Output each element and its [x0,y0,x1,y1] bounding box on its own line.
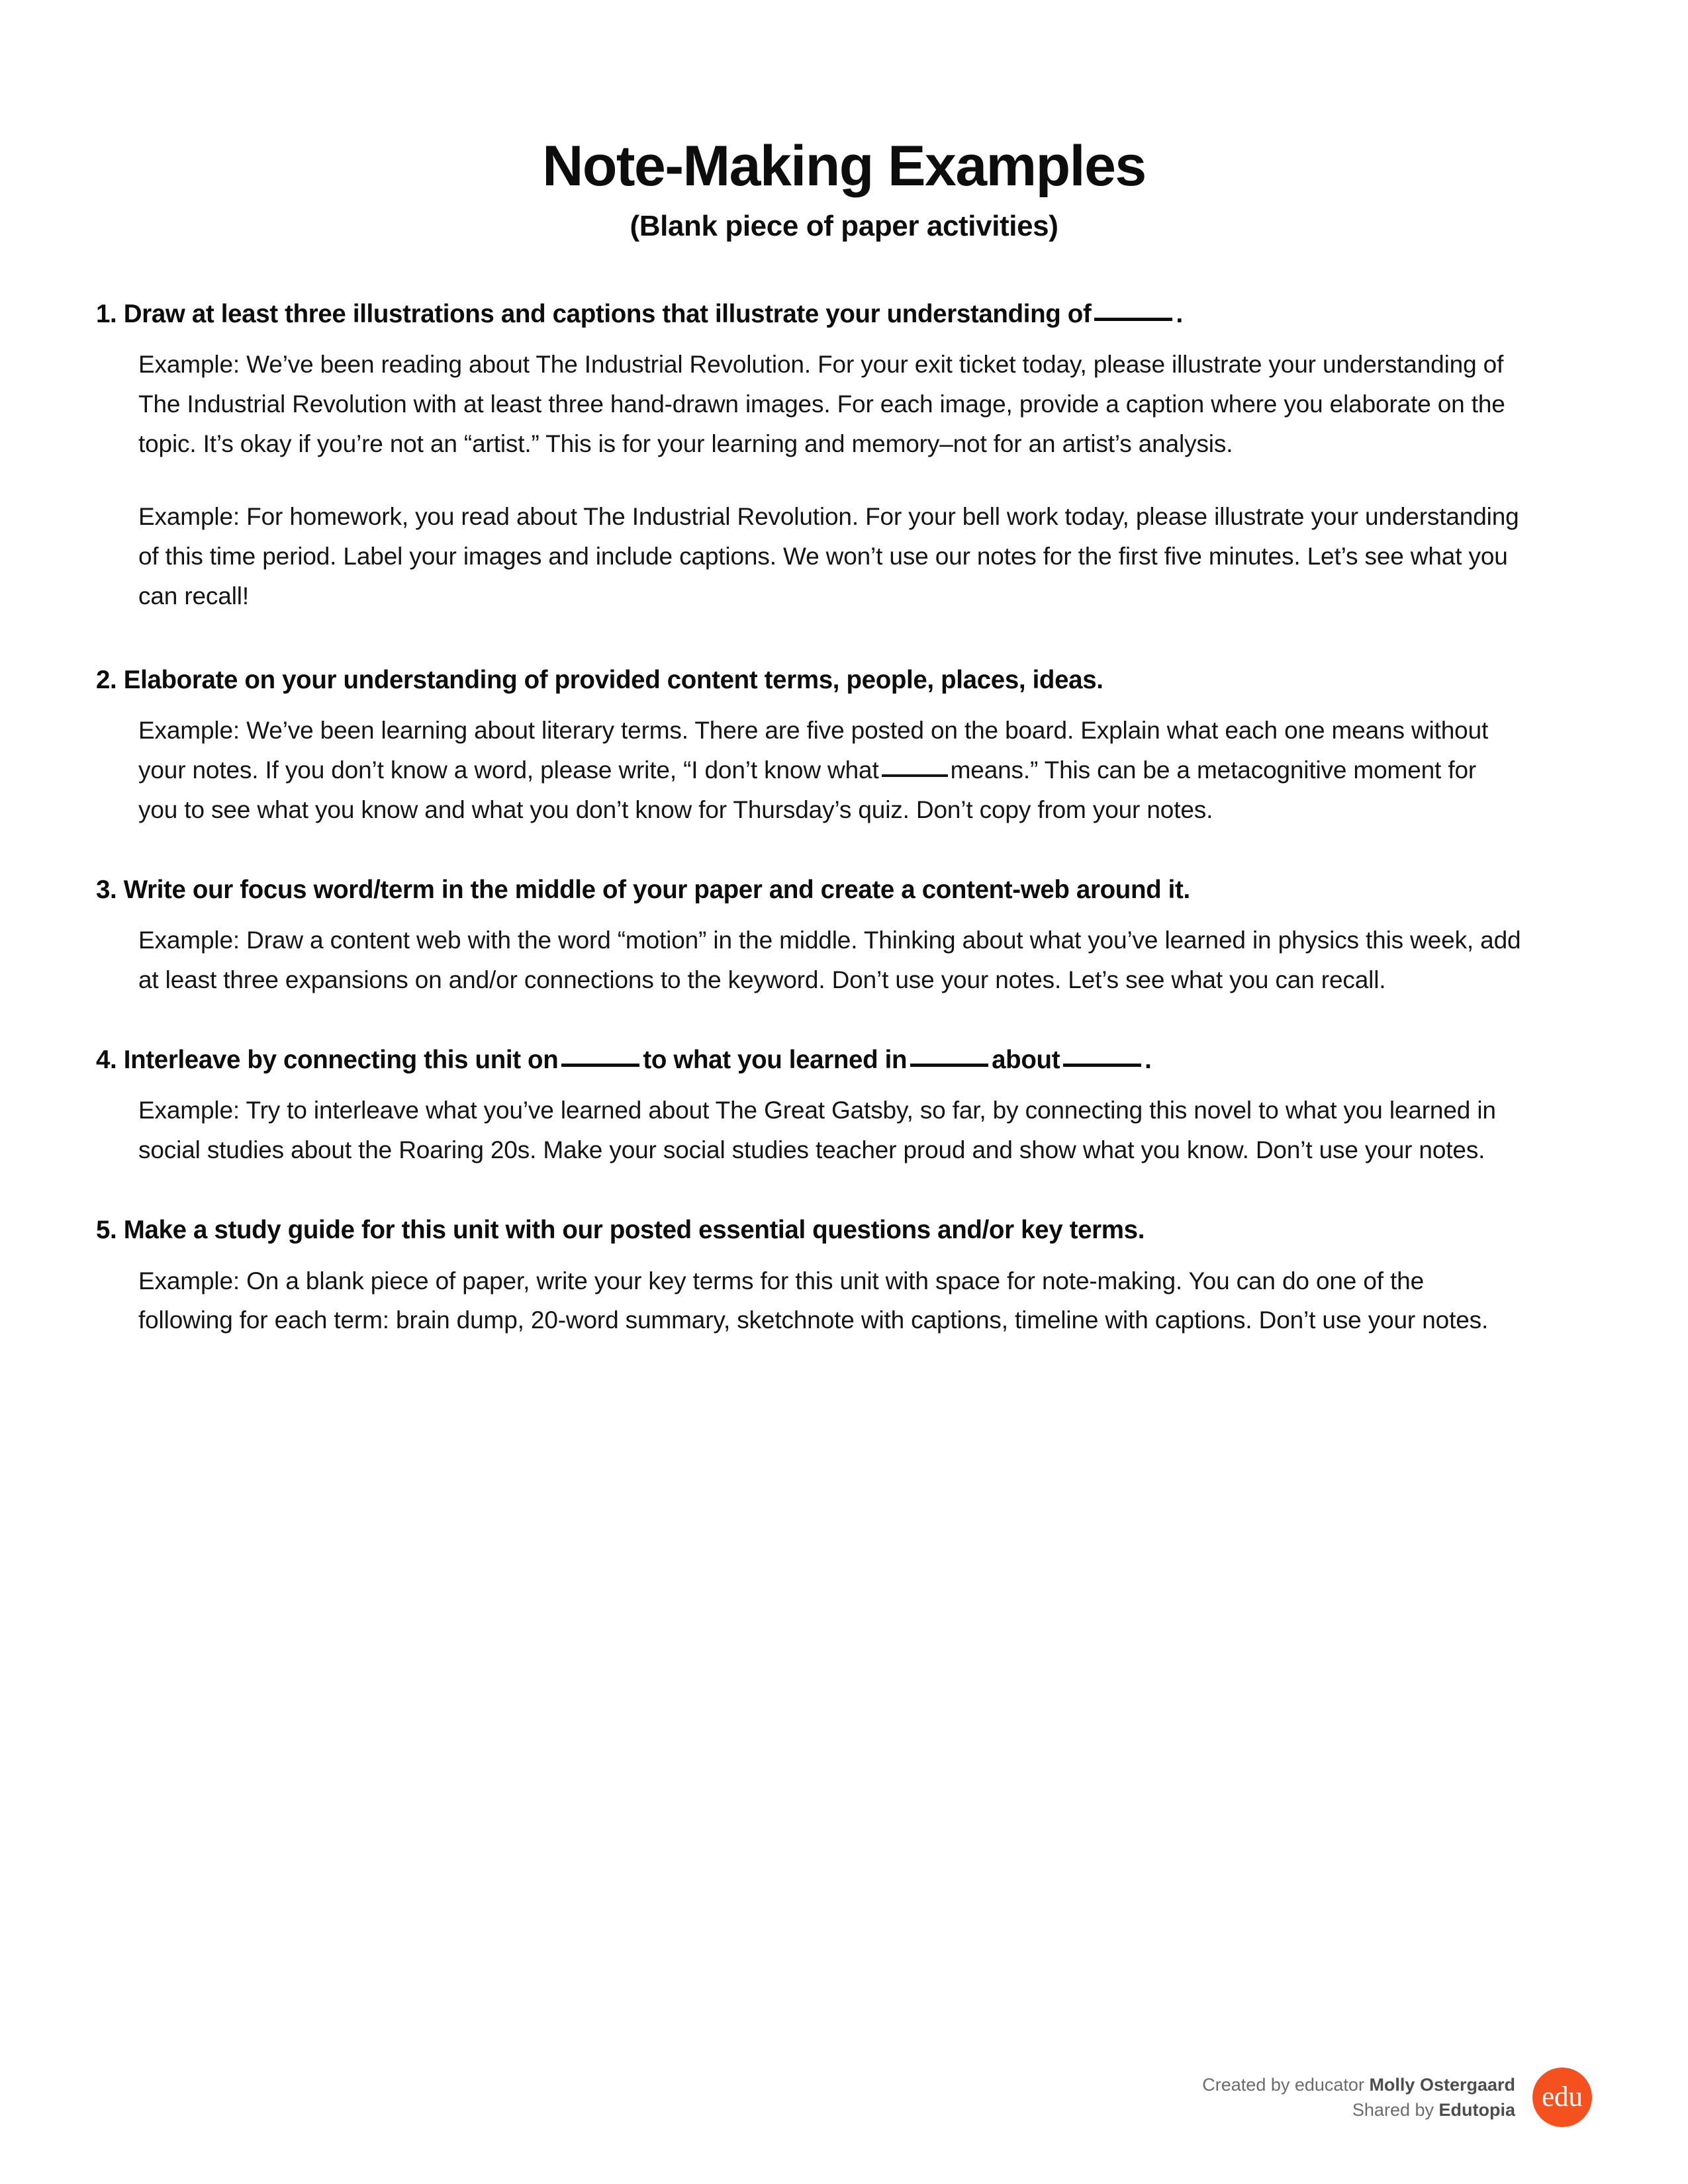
section-3-example-1: Example: Draw a content web with the word “motion” in the middle. Thinking about what you’ve learned in physics this week, add at least three expansions on and/or connections to the keyword. Don’t use your notes. Let’s see what you can recall. [138,927,1521,994]
edutopia-logo-label: edu [1541,2081,1583,2113]
footer-text-block [1202,2072,1515,2123]
section-4-heading-part1: Interleave by connecting this unit on [123,1046,559,1075]
fill-blank [561,1063,639,1067]
footer-creator-name: Molly Ostergaard [1369,2074,1515,2095]
section-2-example-part1: Example: We’ve been learning about literary terms. There are five posted on the board. Explain what each one means without your notes. If you don’t know a word, please write, “I don’t know what [138,717,1489,784]
section-1-example-1: Example: We’ve been reading about The Industrial Revolution. For your exit ticket today, please illustrate your understanding of The Industrial Revolution with at least three hand-drawn images. For each image, provide a caption where you elaborate on the topic. It’s okay if you’re not an “artist.” This is for your learning and memory–not for an artist’s analysis. [138,351,1505,458]
footer-shared-prefix: Shared by [1352,2100,1439,2120]
fill-blank [910,1063,988,1067]
footer-sharer-name: Edutopia [1438,2100,1515,2120]
section-3-heading-text: Write our focus word/term in the middle of your paper and create a content-web around it. [123,875,1190,904]
section-1-example-2: Example: For homework, you read about The Industrial Revolution. For your bell work today, please illustrate your understanding of this time period. Label your images and include captions. We won’t use our notes for the first five minutes. Let’s see what you can recall! [138,503,1519,610]
section-4-heading-part2: to what you learned in [643,1046,908,1075]
section-3 [96,874,1592,1000]
section-1-heading [96,298,1592,330]
page-title: Note-Making Examples [542,134,1146,198]
fill-blank [1063,1063,1141,1067]
section-2 [96,664,1592,830]
section-1-heading-end: . [1176,300,1183,328]
section-2-example-1 [96,711,1522,830]
page-subtitle: (Blank piece of paper activities) [630,210,1058,242]
section-4-number: 4. [96,1046,117,1075]
edutopia-logo-icon [1532,2068,1592,2127]
section-3-number: 3. [96,875,117,904]
section-5 [96,1214,1592,1340]
section-5-heading-text: Make a study guide for this unit with our posted essential questions and/or key terms. [123,1216,1145,1245]
footer-created-prefix: Created by educator [1202,2074,1370,2095]
section-2-heading [96,664,1592,696]
sections-list [96,298,1592,1340]
footer-attribution [1202,2068,1592,2127]
section-5-example-1: Example: On a blank piece of paper, write your key terms for this unit with space for note-making. You can do one of the following for each term: brain dump, 20-word summary, sketchnote with captions, timeline with captions. Don’t use your notes. [138,1267,1489,1334]
section-2-heading-text: Elaborate on your understanding of provided content terms, people, places, ideas. [123,665,1103,694]
section-2-number: 2. [96,665,117,694]
section-1 [96,298,1592,616]
footer-created-line [1202,2072,1515,2097]
section-2-example-part2: means.” This can be a metacognitive moment for you to see what you know and what you don’t know for Thursday’s quiz. Don’t copy from your notes. [138,756,1477,824]
section-4-example-1: Example: Try to interleave what you’ve learned about The Great Gatsby, so far, by connecting this novel to what you learned in social studies about the Roaring 20s. Make your social studies teacher proud and show what you know. Don’t use your notes. [138,1097,1496,1164]
fill-blank [882,774,948,777]
footer-shared-line [1202,2097,1515,2122]
section-1-number: 1. [96,300,117,328]
section-5-heading [96,1214,1592,1246]
section-1-heading-text: Draw at least three illustrations and captions that illustrate your understanding of [123,300,1092,328]
section-4 [96,1044,1592,1170]
fill-blank [1094,317,1172,321]
section-4-heading-part3: about [992,1046,1060,1075]
section-5-number: 5. [96,1216,117,1245]
section-4-heading-part4: . [1145,1046,1152,1075]
section-4-heading [96,1044,1592,1076]
section-3-heading [96,874,1592,906]
